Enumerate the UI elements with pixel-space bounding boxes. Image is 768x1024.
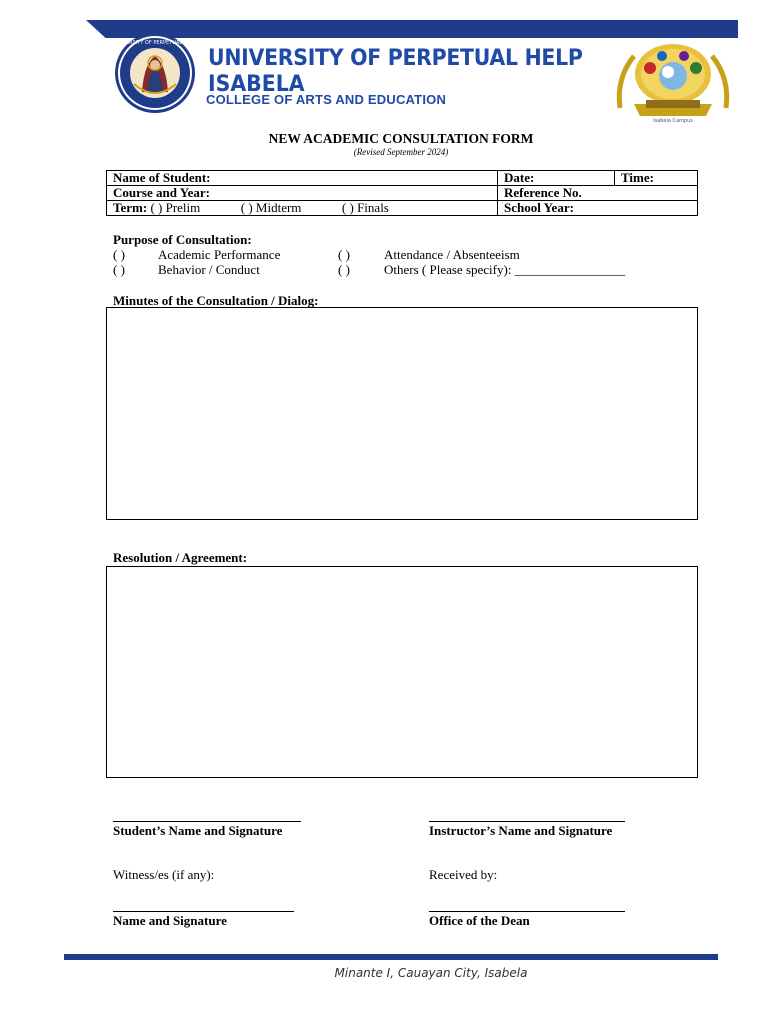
course-year-cell[interactable]: Course and Year: <box>107 186 498 201</box>
checkbox-behavior[interactable]: ( ) <box>113 262 125 277</box>
resolution-heading: Resolution / Agreement: <box>113 550 248 565</box>
term-prelim-option[interactable]: ( ) Prelim <box>150 200 201 215</box>
svg-text:UNIVERSITY OF PERPETUAL HELP: UNIVERSITY OF PERPETUAL HELP <box>114 40 196 46</box>
minutes-heading: Minutes of the Consultation / Dialog: <box>113 293 319 308</box>
witness-signature-line[interactable] <box>113 911 294 912</box>
option-behavior: Behavior / Conduct <box>158 262 260 277</box>
instructor-signature-label: Instructor’s Name and Signature <box>429 823 613 838</box>
form-title: NEW ACADEMIC CONSULTATION FORM <box>268 131 534 146</box>
university-seal-logo <box>114 32 196 114</box>
option-others[interactable]: Others ( Please specify): _________________ <box>384 262 626 277</box>
instructor-signature-line[interactable] <box>429 821 625 822</box>
college-name: COLLEGE OF ARTS AND EDUCATION <box>206 92 447 107</box>
option-academic-performance: Academic Performance <box>158 247 281 262</box>
university-name: UNIVERSITY OF PERPETUAL HELP <box>208 46 583 71</box>
student-signature-label: Student’s Name and Signature <box>113 823 283 838</box>
purpose-heading: Purpose of Consultation: <box>113 232 252 247</box>
svg-text:Isabela Campus: Isabela Campus <box>653 118 693 124</box>
checkbox-attendance[interactable]: ( ) <box>338 247 350 262</box>
office-of-dean-label: Office of the Dean <box>429 913 530 928</box>
footer-address: Minante I, Cauayan City, Isabela <box>334 966 528 980</box>
term-label: Term: <box>113 200 148 215</box>
term-cell <box>107 201 498 216</box>
reference-no-cell[interactable]: Reference No. <box>498 186 698 201</box>
school-year-cell[interactable]: School Year: <box>498 201 698 216</box>
college-emblem-logo <box>612 38 734 124</box>
checkbox-others[interactable]: ( ) <box>338 262 350 277</box>
received-by-label: Received by: <box>429 867 498 882</box>
witness-label: Witness/es (if any): <box>113 867 215 882</box>
option-attendance: Attendance / Absenteeism <box>384 247 520 262</box>
dean-signature-line[interactable] <box>429 911 625 912</box>
checkbox-academic[interactable]: ( ) <box>113 247 125 262</box>
footer-bar <box>64 954 718 960</box>
term-finals-option[interactable]: ( ) Finals <box>341 200 389 215</box>
term-midterm-option[interactable]: ( ) Midterm <box>240 200 302 215</box>
student-name-cell[interactable]: Name of Student: <box>107 171 498 186</box>
form-revision-note: (Revised September 2024) <box>353 147 449 157</box>
resolution-textarea[interactable] <box>106 566 698 778</box>
time-cell[interactable]: Time: <box>615 171 698 186</box>
student-info-table <box>106 170 698 216</box>
student-signature-line[interactable] <box>113 821 301 822</box>
campus-name: ISABELA <box>208 72 305 97</box>
minutes-textarea[interactable] <box>106 307 698 520</box>
date-cell[interactable]: Date: <box>498 171 615 186</box>
witness-name-signature-label: Name and Signature <box>113 913 227 928</box>
